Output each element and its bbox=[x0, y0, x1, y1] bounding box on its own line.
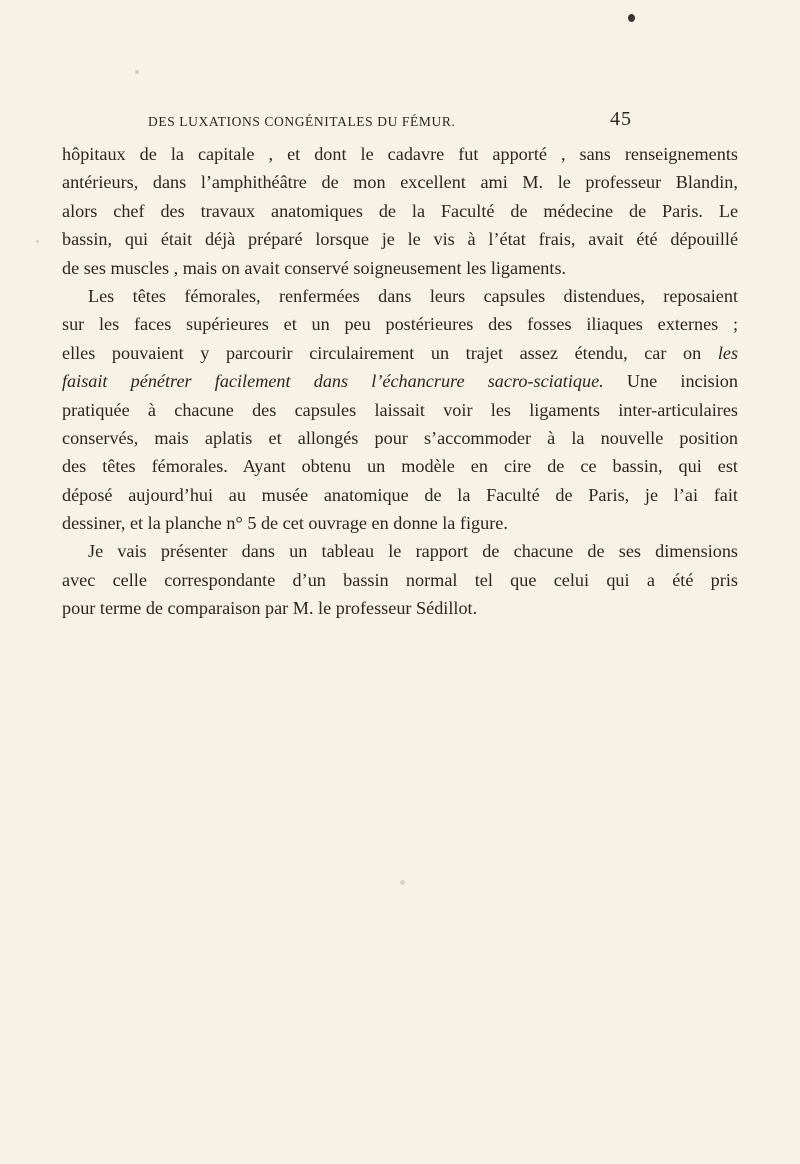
ink-spot bbox=[36, 240, 39, 243]
text-line bbox=[62, 310, 738, 338]
line-text-roman: Une incision bbox=[603, 371, 738, 392]
text-line bbox=[62, 225, 738, 253]
text-line bbox=[62, 452, 738, 480]
line-text: Les têtes fémorales, renfermées dans leurs capsules distendues, reposaient bbox=[88, 285, 739, 306]
running-title: DES LUXATIONS CONGÉNITALES DU FÉMUR. bbox=[148, 114, 456, 129]
line-text: de ses muscles , mais on avait conservé soigneusement les ligaments. bbox=[62, 257, 567, 278]
line-text: dessiner, et la planche n° 5 de cet ouvrage en donne la figure. bbox=[62, 513, 508, 534]
page-number: 45 bbox=[610, 108, 632, 130]
text-line bbox=[62, 396, 738, 424]
text-line bbox=[62, 168, 738, 196]
line-text: pour terme de comparaison par M. le professeur Sédillot. bbox=[62, 598, 478, 619]
line-text: alors chef des travaux anatomiques de la Faculté de médecine de Paris. Le bbox=[62, 200, 739, 221]
text-line bbox=[62, 282, 738, 310]
text-line bbox=[62, 140, 738, 168]
text-line bbox=[62, 594, 738, 622]
text-line bbox=[62, 566, 738, 594]
line-text bbox=[62, 339, 738, 367]
running-head bbox=[0, 110, 800, 134]
text-line bbox=[62, 197, 738, 225]
text-line bbox=[62, 537, 738, 565]
line-text: Je vais présenter dans un tableau le rapport de chacune de ses dimensions bbox=[88, 541, 739, 562]
text-line bbox=[62, 509, 738, 537]
line-text: sur les faces supérieures et un peu postérieures des fosses iliaques externes ; bbox=[62, 314, 739, 335]
body-text bbox=[62, 140, 738, 623]
line-text: pratiquée à chacune des capsules laissait voir les ligaments inter-articulaires bbox=[62, 399, 739, 420]
line-text-italic: faisait pénétrer facilement dans l’échancrure sacro-sciatique. bbox=[62, 371, 604, 392]
line-text: avec celle correspondante d’un bassin normal tel que celui qui a été pris bbox=[62, 569, 738, 590]
line-text-italic: les bbox=[717, 342, 739, 363]
text-line bbox=[62, 254, 738, 282]
line-text: déposé aujourd’hui au musée anatomique de la Faculté de Paris, je l’ai fait bbox=[62, 484, 738, 505]
line-text: conservés, mais aplatis et allongés pour s’accommoder à la nouvelle position bbox=[62, 427, 739, 448]
text-line bbox=[62, 367, 738, 395]
ink-spot bbox=[628, 14, 635, 22]
line-text: bassin, qui était déjà préparé lorsque je le vis à l’état frais, avait été dépouillé bbox=[62, 229, 739, 250]
ink-spot bbox=[135, 70, 139, 74]
line-text bbox=[62, 367, 738, 395]
ink-spot bbox=[400, 880, 405, 885]
text-line bbox=[62, 481, 738, 509]
line-text: des têtes fémorales. Ayant obtenu un modèle en cire de ce bassin, qui est bbox=[62, 456, 738, 477]
line-text-roman: elles pouvaient y parcourir circulairement un trajet assez étendu, car on bbox=[62, 342, 718, 363]
text-line bbox=[62, 339, 738, 367]
text-line bbox=[62, 424, 738, 452]
line-text: hôpitaux de la capitale , et dont le cadavre fut apporté , sans renseignements bbox=[62, 144, 738, 164]
line-text: antérieurs, dans l’amphithéâtre de mon excellent ami M. le professeur Blandin, bbox=[62, 172, 738, 193]
